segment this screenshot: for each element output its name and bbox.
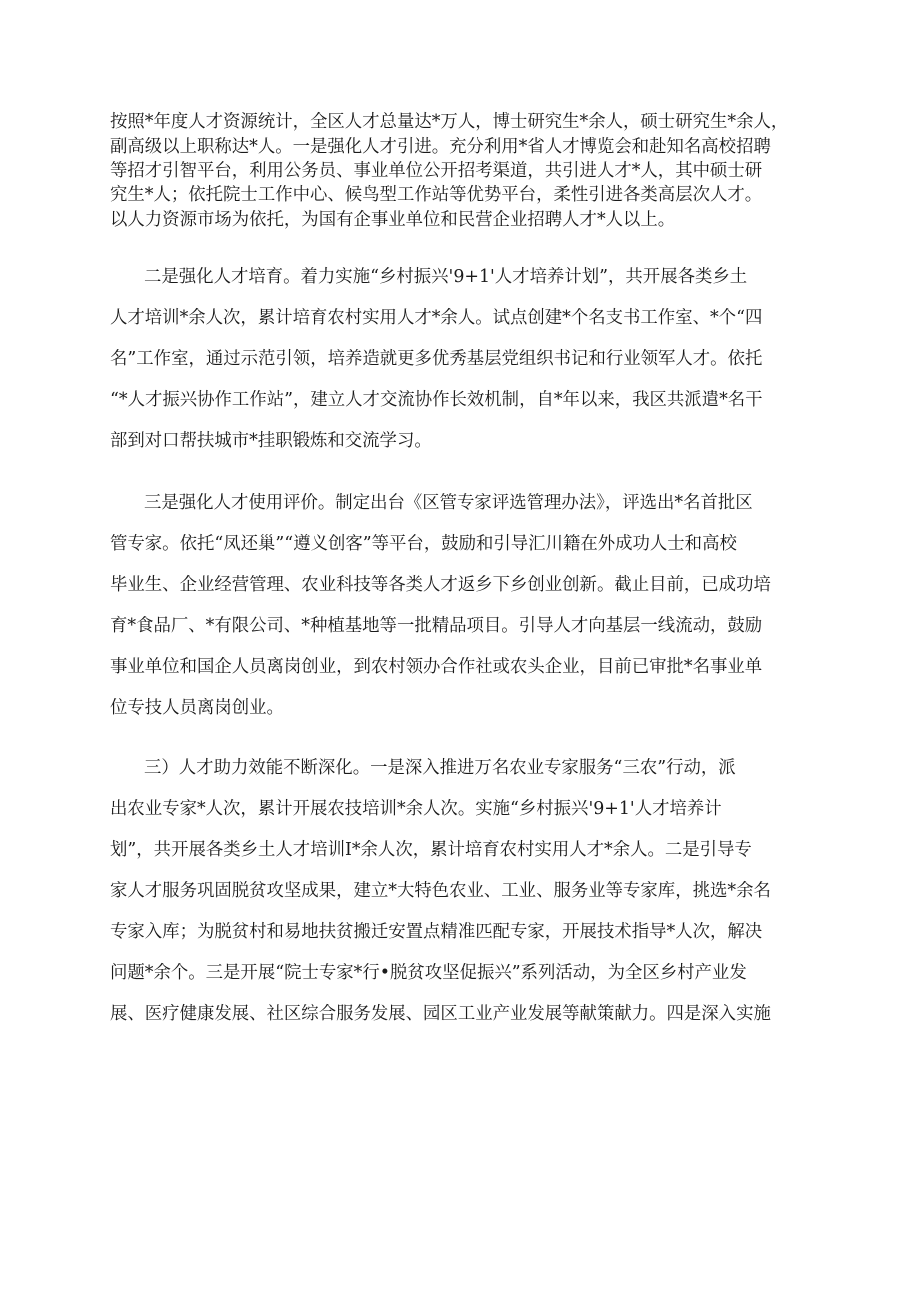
paragraph-3-line-4: 育*食品厂、*有限公司、*种植基地等一批精品项目。引导人才向基层一线流动，鼓励 (110, 616, 763, 636)
paragraph-4-line-4: 家人才服务巩固脱贫攻坚成果，建立*大特色农业、工业、服务业等专家库，挑选*余名 (110, 881, 771, 901)
paragraph-4-line-7: 展、医疗健康发展、社区综合服务发展、园区工业产业发展等献策献力。四是深入实施 (110, 1004, 771, 1024)
paragraph-2-line-1: 二是强化人才培育。着力实施“乡村振兴'9+1'人才培养计划”，共开展各类乡土 (144, 267, 748, 287)
paragraph-4-line-3: 划”，共开展各类乡土人才培训I*余人次，累计培育农村实用人才*余人。二是引导专 (110, 840, 752, 860)
paragraph-2-line-2: 人才培训*余人次，累计培育农村实用人才*余人。试点创建*个名支书工作室、*个“四 (110, 308, 763, 328)
paragraph-4-line-1: 三）人才助力效能不断深化。一是深入推进万名农业专家服务“三农”行动，派 (144, 758, 736, 778)
paragraph-2-line-4: “*人才振兴协作工作站”，建立人才交流协作长效机制，自*年以来，我区共派遣*名干 (110, 390, 763, 410)
paragraph-3-line-6: 位专技人员离岗创业。 (110, 698, 284, 718)
paragraph-3-line-3: 毕业生、企业经营管理、农业科技等各类人才返乡下乡创业创新。截止目前，已成功培 (110, 575, 771, 595)
paragraph-1-line-2: 副高级以上职称达*人。一是强化人才引进。充分利用*省人才博览会和赴知名高校招聘 (110, 137, 771, 157)
paragraph-4-line-6: 问题*余个。三是开展“院士专家*行•脱贫攻坚促振兴”系列活动，为全区乡村产业发 (110, 963, 747, 983)
paragraph-3-line-1: 三是强化人才使用评价。制定出台《区管专家评选管理办法》，评选出*名首批区 (144, 493, 753, 513)
paragraph-2-line-3: 名”工作室，通过示范引领，培养造就更多优秀基层党组织书记和行业领军人才。依托 (110, 349, 763, 369)
paragraph-4-line-2: 出农业专家*人次，累计开展农技培训*余人次。实施“乡村振兴'9+1'人才培养计 (110, 799, 722, 819)
paragraph-1-line-1: 按照*年度人才资源统计，全区人才总量达*万人，博士研究生*余人，硕士研究生*余人， (110, 112, 789, 132)
paragraph-2-line-5: 部到对口帮扶城市*挂职锻炼和交流学习。 (110, 431, 432, 451)
paragraph-3-line-5: 事业单位和国企人员离岗创业，到农村领办合作社或农头企业，目前已审批*名事业单 (110, 657, 763, 677)
paragraph-1-line-4: 究生*人；依托院士工作中心、候鸟型工作站等优势平台，柔性引进各类高层次人才。 (110, 185, 763, 205)
paragraph-1-line-5: 以人力资源市场为依托，为国有企事业单位和民营企业招聘人才*人以上。 (110, 210, 676, 230)
paragraph-3-line-2: 管专家。依托“凤还巢”“遵义创客”等平台，鼓励和引导汇川籍在外成功人士和高校 (110, 534, 737, 554)
paragraph-1-line-3: 等招才引智平台，利用公务员、事业单位公开招考渠道，共引进人才*人，其中硕士研 (110, 161, 763, 181)
paragraph-4-line-5: 专家入库；为脱贫村和易地扶贫搬迁安置点精准匹配专家，开展技术指导*人次，解决 (110, 922, 763, 942)
